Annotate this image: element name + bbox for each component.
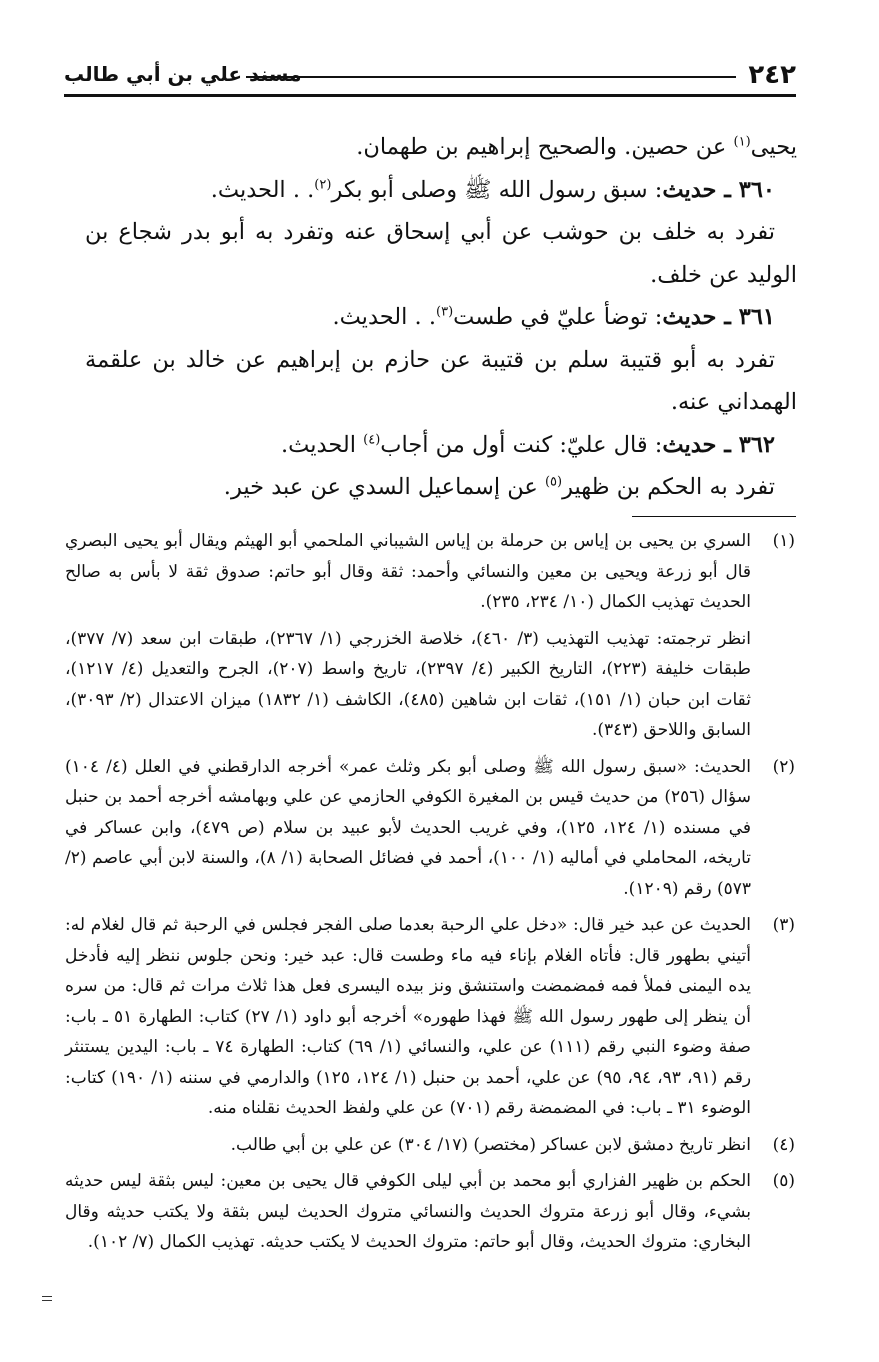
footnote-ref[interactable]: (٥) xyxy=(544,474,563,490)
header-underline xyxy=(64,94,796,97)
footnote-5 xyxy=(65,1166,795,1258)
footnotes xyxy=(65,526,795,1264)
text-line: يحيى$^{(١)}$ عن حصين. والصحيح إبراهيم بن طهمان. xyxy=(356,134,797,160)
footnote-ref[interactable]: (٣) xyxy=(436,304,454,320)
footnote-text: الحديث عن عبد خير قال: «دخل علي الرحبة بعدما صلى الفجر فجلس في الرحبة ثم قال لغلام له: أتيني بطهور قال: فأتاه الغلام بإناء فيه ماء وطست قال: عبد خير: ونحن جلوس ننظر إليه فأدخل يده اليمنى فملأ فمه فمضمضت واستنشق ونز بيده اليسرى فعل هذا ثلاث مرات ثم قال: من سره أن ينظر إلى طهور رسول الله ﷺ فهذا طهوره» أخرجه أبو داود (١/ ٢٧) كتاب: الطهارة ٥١ ـ باب: صفة وضوء النبي رقم (١١١) عن علي، والنسائي (١/ ٦٩) كتاب: الطهارة ٧٤ ـ باب: اليدين يستنثر رقم (٩١، ٩٣، ٩٤، ٩٥) عن علي، أحمد بن حنبل (١/ ١٢٤، ١٢٥) والدارمي في سننه (١/ ١٩٠) كتاب: الوضوء ٣١ ـ باب: في المضمضة رقم (٧٠١) عن علي ولفظ الحديث نقلناه منه. xyxy=(65,915,752,1118)
footnote-ref[interactable]: (٢) xyxy=(314,177,332,192)
footnote-number: (٤) xyxy=(772,1134,795,1155)
hadith-heading-362: ٣٦٢ ـ حديث: قال عليّ: كنت أول من أجاب$^{(٤)}$ الحديث. xyxy=(281,431,775,458)
footnote-text: السري بن يحيى بن إياس بن حرملة بن إياس الشيباني الملحمي أبو الهيثم ويقال أبو يحيى البصري قال أبو زرعة ويحيى بن معين والنسائي وأحمد: ثقة وقال أبو حاتم: صدوق ثقة لا بأس به صالح الحديث تهذيب الكمال (١٠/ ٢٣٤، ٢٣٥). xyxy=(65,531,751,612)
hadith-note-360: تفرد به خلف بن حوشب عن أبي إسحاق عنه وتفرد به أبو بدر شجاع بن الوليد عن خلف. xyxy=(85,219,797,288)
hadith-heading-361: ٣٦١ ـ حديث: توضأ عليّ في طست$^{(٣)}$. . الحديث. xyxy=(332,304,775,330)
hadith-note-362: تفرد به الحكم بن ظهير$^{(٥)}$ عن إسماعيل السدي عن عبد خير. xyxy=(223,474,775,500)
hadith-heading-360: ٣٦٠ ـ حديث: سبق رسول الله ﷺ وصلى أبو بكر$^{(٢)}$. . الحديث. xyxy=(210,176,775,203)
main-text xyxy=(85,126,797,509)
footnote-3 xyxy=(65,910,795,1124)
footnote-ref[interactable]: (١) xyxy=(733,134,751,150)
page-header xyxy=(64,56,796,100)
page-number: ٢٤٢ xyxy=(748,60,796,90)
header-rule xyxy=(246,76,736,78)
footnote-text: الحكم بن ظهير الفزاري أبو محمد بن أبي ليلى الكوفي قال يحيى بن معين: ليس بثقة ليس حديثه بشيء، وقال أبو زرعة متروك الحديث والنسائي متروك الحديث ليس بثقة ولا يكتب حديثه وقال البخاري: متروك الحديث، وقال أبو حاتم: متروك الحديث لا يكتب حديثه. تهذيب الكمال (٧/ ١٠٢). xyxy=(65,1171,751,1252)
footnote-text: انظر ترجمته: تهذيب التهذيب (٣/ ٤٦٠)، خلاصة الخزرجي (١/ ٢٣٦٧)، طبقات ابن سعد (٧/ ٣٧٧)، طبقات خليفة (٢٢٣)، التاريخ الكبير (٤/ ٢٣٩٧)، تاريخ واسط (٢٠٧)، الجرح والتعديل (٤/ ١٢١٧)، ثقات ابن حبان (١/ ١٥١)، ثقات ابن شاهين (٤٨٥)، الكاشف (١/ ١٨٣٢) ميزان الاعتدال (٢/ ٣٠٩٣)، السابق واللاحق (٣٤٣). xyxy=(65,628,751,740)
hadith-note-361: تفرد به أبو قتيبة سلم بن قتيبة عن حازم بن إبراهيم عن خالد بن علقمة الهمداني عنه. xyxy=(85,346,797,415)
margin-mark xyxy=(42,1296,52,1304)
footnote-number: (٢) xyxy=(772,756,795,777)
footnote-text: الحديث: «سبق رسول الله ﷺ وصلى أبو بكر وثلث عمر» أخرجه الدارقطني في العلل (٤/ ١٠٤) سؤال (٢٥٦) من حديث قيس بن المغيرة الكوفي الحازمي عن علي وبهامشه أخرجه أحمد بن حنبل في مسنده (١/ ١٢٤، ١٢٥)، وفي غريب الحديث لأبو عبيد بن سلام (ص ٤٧٩)، وابن عساكر في تاريخه، المحاملي في أماليه (١/ ١٠٠)، أحمد في فضائل الصحابة (١/ ٨)، والسنة لابن أبي عاصم (٢/ ٥٧٣) رقم (١٢٠٩). xyxy=(65,756,752,899)
footnote-ref[interactable]: (٤) xyxy=(363,432,381,447)
footnote-4 xyxy=(65,1130,795,1161)
footnote-text: انظر تاريخ دمشق لابن عساكر (مختصر) (١٧/ ٣٠٤) عن علي بن أبي طالب. xyxy=(230,1134,751,1155)
footnote-1 xyxy=(65,526,795,746)
footnote-number: (٥) xyxy=(772,1171,795,1191)
footnote-number: (٣) xyxy=(772,915,795,935)
footnote-number: (١) xyxy=(772,531,795,551)
footnote-2 xyxy=(65,752,795,905)
footnote-separator xyxy=(632,516,796,517)
running-title: مسند علي بن أبي طالب xyxy=(64,62,302,86)
